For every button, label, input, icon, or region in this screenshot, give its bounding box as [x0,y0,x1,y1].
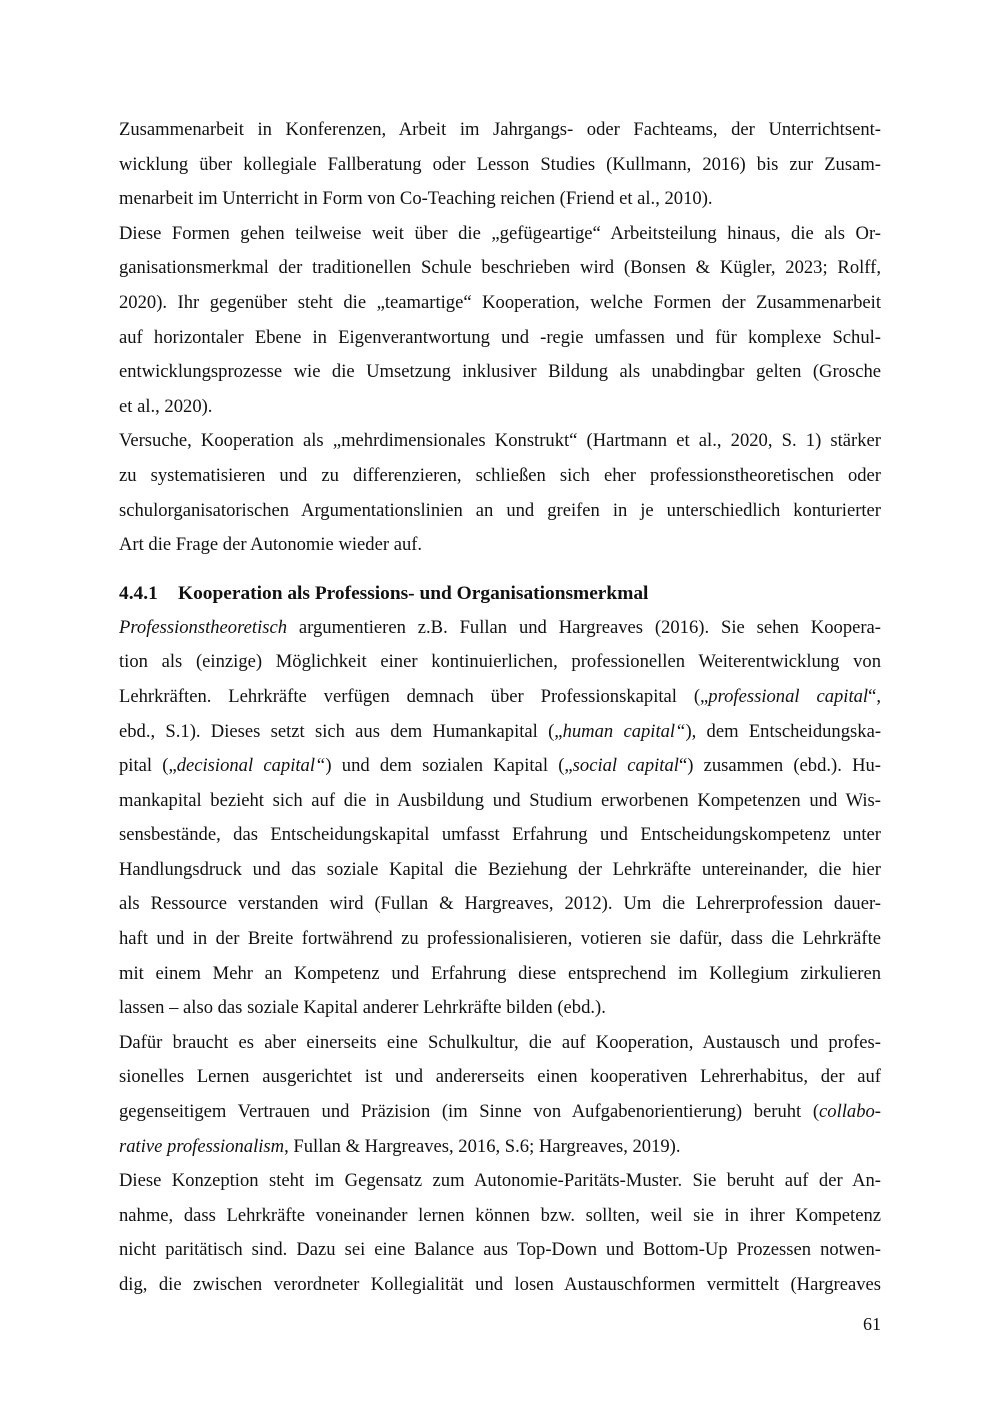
text-line [119,1026,881,1061]
text-line [119,957,881,992]
text-run: 2020). Ihr gegenüber steht die „teamartige“ Kooperation, welche Formen der Zusammenarbeit [119,291,881,313]
text-run: Lehrkräften. Lehrkräfte verfügen demnach über Professionskapital („ [119,685,709,707]
text-line [119,1164,881,1199]
text-run: Handlungsdruck und das soziale Kapital die Beziehung der Lehrkräfte untereinander, die hier [119,858,881,880]
page-number: 61 [863,1314,881,1334]
text-line [119,148,881,183]
italic-text: rative professionalism [119,1135,285,1157]
paragraph [119,611,881,1026]
paragraph [119,113,881,217]
text-run: Diese Formen gehen teilweise weit über die „gefügeartige“ Arbeitsteilung hinaus, die als Or- [119,222,881,244]
text-line [119,321,881,356]
text-run: , Fullan & Hargreaves, 2016, S.6; Hargreaves, 2019). [284,1135,681,1157]
text-line [119,182,881,217]
text-run: Art die Frage der Autonomie wieder auf. [119,534,423,556]
text-run: lassen – also das soziale Kapital anderer Lehrkräfte bilden (ebd.). [119,997,606,1019]
text-line [119,818,881,853]
text-run: tion als (einzige) Möglichkeit einer kontinuierlichen, professionellen Weiterentwicklung von [119,651,881,673]
text-run: nicht paritätisch sind. Dazu sei eine Balance aus Top-Down und Bottom-Up Prozessen notwen- [119,1239,881,1261]
text-run: “) zusammen (ebd.). Hu- [678,755,881,777]
text-line [119,424,881,459]
text-line [119,922,881,957]
text-run: et al., 2020). [119,395,213,417]
text-line [119,611,881,646]
page-body [119,113,881,1303]
text-line [119,715,881,750]
text-run: entwicklungsprozesse wie die Umsetzung inklusiver Bildung als unabdingbar gelten (Grosche [119,361,881,383]
section-number: 4.4.1 [119,582,158,604]
text-line [119,459,881,494]
text-line [119,1095,881,1130]
text-line [119,991,881,1026]
text-line [119,217,881,252]
text-line [119,1130,881,1165]
italic-text: social capital [572,755,679,777]
section-heading [119,577,881,611]
paragraph [119,1026,881,1164]
text-run: sensbestände, das Entscheidungskapital umfasst Erfahrung und Entscheidungskompetenz unter [119,824,881,846]
text-run: Zusammenarbeit in Konferenzen, Arbeit im Jahrgangs- oder Fachteams, der Unterrichtsent- [119,119,881,140]
text-line [119,251,881,286]
italic-text: human capital“ [562,720,686,742]
text-run: ebd., S.1). Dieses setzt sich aus dem Humankapital („ [119,720,563,742]
text-line [119,390,881,425]
text-run: mankapital bezieht sich auf die in Ausbildung und Studium erworbenen Kompetenzen und Wis- [119,789,881,811]
text-run: Diese Konzeption steht im Gegensatz zum Autonomie-Paritäts-Muster. Sie beruht auf der An- [119,1170,881,1192]
text-run: ) und dem sozialen Kapital („ [325,755,573,777]
italic-text: Professionstheoretisch [119,616,288,638]
text-run: menarbeit im Unterricht in Form von Co-Teaching reichen (Friend et al., 2010). [119,188,713,210]
paragraph [119,217,881,425]
section-title: Kooperation als Professions- und Organisationsmerkmal [178,582,649,604]
text-run: Dafür braucht es aber einerseits eine Schulkultur, die auf Kooperation, Austausch und profes- [119,1031,881,1053]
text-line [119,887,881,922]
text-line [119,1060,881,1095]
text-line [119,784,881,819]
text-line [119,680,881,715]
text-line [119,749,881,784]
text-run: argumentieren z.B. Fullan und Hargreaves (2016). Sie sehen Koopera- [287,616,881,638]
text-run: Versuche, Kooperation als „mehrdimensionales Konstrukt“ (Hartmann et al., 2020, S. 1) stärker [119,430,881,452]
text-line [119,1233,881,1268]
text-line [119,494,881,529]
text-run: haft und in der Breite fortwährend zu professionalisieren, votieren sie dafür, dass die Lehrkräfte [119,928,881,950]
text-line [119,645,881,680]
text-run: schulorganisatorischen Argumentationslinien an und greifen in je unterschiedlich konturierter [119,499,881,521]
paragraph [119,424,881,562]
italic-text: collabo- [819,1101,881,1123]
text-run: “, [868,685,882,707]
text-run: wicklung über kollegiale Fallberatung oder Lesson Studies (Kullmann, 2016) bis zur Zusam- [119,153,881,175]
text-run: sionelles Lernen ausgerichtet ist und andererseits einen kooperativen Lehrerhabitus, der auf [119,1066,881,1088]
text-run: ), dem Entscheidungska- [685,720,882,742]
text-run: als Ressource verstanden wird (Fullan & Hargreaves, 2012). Um die Lehrerprofession dauer- [119,893,881,915]
paragraph [119,1164,881,1302]
text-line [119,355,881,390]
text-line [119,286,881,321]
text-line [119,1199,881,1234]
text-run: ganisationsmerkmal der traditionellen Schule beschrieben wird (Bonsen & Kügler, 2023; Rolff, [119,257,881,279]
italic-text: decisional capital“ [176,755,326,777]
text-line [119,528,881,563]
text-run: zu systematisieren und zu differenzieren, schließen sich eher professionstheoretischen oder [119,464,881,486]
text-run: auf horizontaler Ebene in Eigenverantwortung und -regie umfassen und für komplexe Schul- [119,326,881,348]
text-run: mit einem Mehr an Kompetenz und Erfahrung diese entsprechend im Kollegium zirkulieren [119,962,881,984]
text-run: dig, die zwischen verordneter Kollegialität und losen Austauschformen vermittelt (Hargreaves [119,1274,881,1295]
text-run: pital („ [119,755,177,777]
text-run: gegenseitigem Vertrauen und Präzision (im Sinne von Aufgabenorientierung) beruht ( [119,1101,820,1123]
text-line [119,1268,881,1303]
text-line [119,853,881,888]
italic-text: professional capital [708,685,869,707]
text-run: nahme, dass Lehrkräfte voneinander lernen können bzw. sollten, weil sie in ihrer Kompetenz [119,1204,881,1226]
text-line [119,113,881,148]
